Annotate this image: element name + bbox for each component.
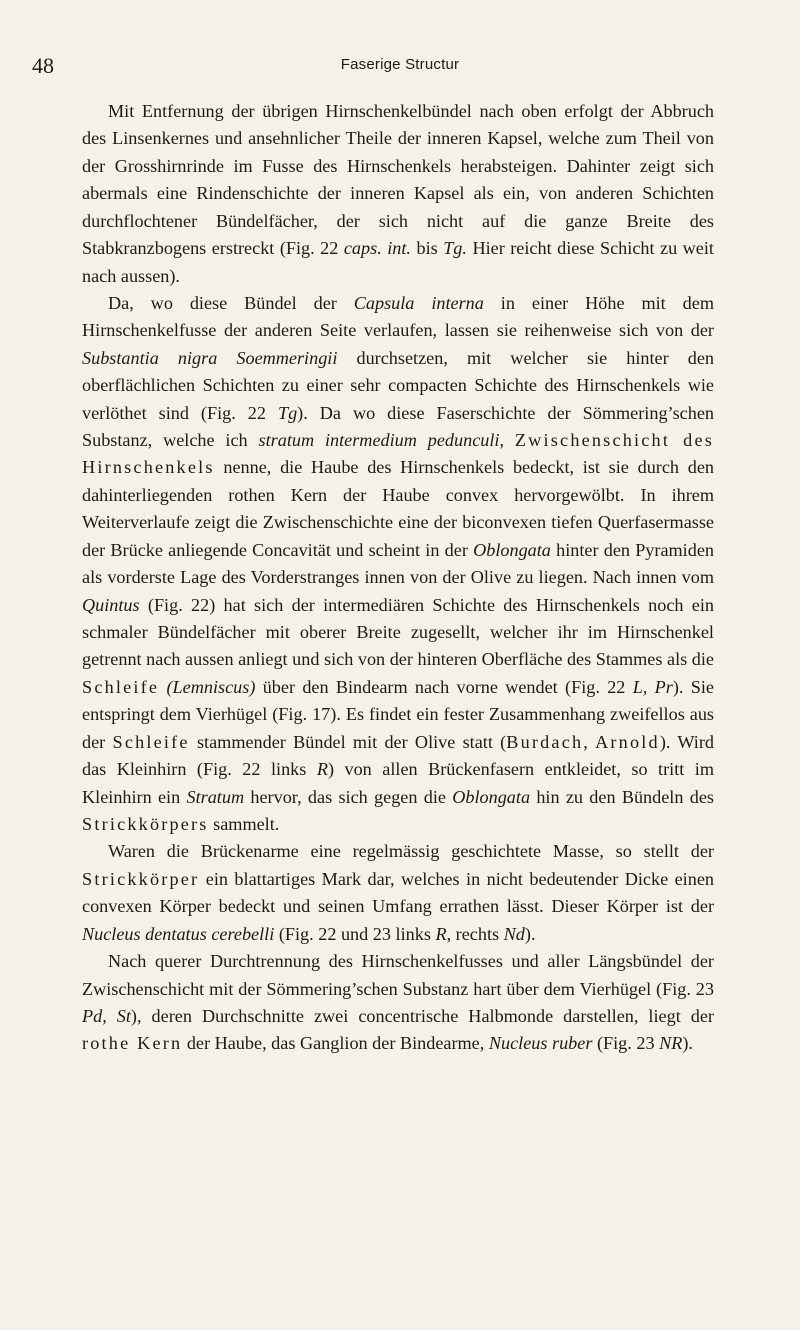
text-run: , rechts (446, 923, 504, 944)
text-run: ). Da wo diese Faserschichte der Sömmering’schen Substanz, welche ich (82, 402, 715, 451)
text-run: Waren die Brückenarme eine regelmässig geschichtete Masse, so stellt der (108, 841, 714, 862)
italic-run: Tg. (443, 238, 467, 259)
text-run: Hier reicht diese Schicht zu weit nach aussen). (82, 238, 714, 286)
page-header (0, 52, 800, 82)
italic-run: (Lemniscus) (166, 676, 256, 697)
spaced-run: Arnold (595, 731, 660, 752)
text-run: hervor, das sich gegen die (244, 786, 453, 807)
text-run: , (499, 430, 515, 451)
text-run: über den Bindearm nach vorne wendet (Fig. 22 (255, 676, 633, 697)
text-run: nenne, die Haube des Hirnschenkels bedeckt, ist sie durch den dahinterliegenden rothen Kern der Haube convex hervorgewölbt. In ihrem Weiterverlaufe zeigt die Zwischenschichte eine der biconvexen tiefen Querfasermasse der Brücke anliegende Concavität und scheint in der (82, 457, 714, 560)
text-run: (Fig. 23 (592, 1033, 660, 1054)
italic-run: Oblongata (452, 786, 531, 807)
italic-run: Tg (277, 402, 298, 423)
page-number: 48 (32, 53, 54, 78)
text-run: ) von allen Brückenfasern entkleidet, so tritt im Kleinhirn ein (82, 759, 715, 807)
text-run: ). Sie entspringt dem Vierhügel (Fig. 17). Es findet ein fester Zusammenhang zweifellos aus der (82, 676, 714, 752)
paragraph-3 (82, 838, 714, 948)
spaced-run: Strickkörper (82, 868, 200, 889)
italic-run: NR (659, 1033, 683, 1054)
paragraph-2 (82, 290, 714, 838)
text-run: Da, wo diese Bündel der (108, 292, 354, 313)
text-run (159, 677, 166, 697)
italic-run: Nucleus ruber (488, 1033, 593, 1054)
text-run: ), deren Durchschnitte zwei concentrische Halbmonde darstellen, liegt der (130, 1005, 714, 1026)
spaced-run: Schleife (82, 676, 160, 697)
spaced-run: Schleife (112, 731, 190, 752)
italic-run: Substantia nigra Soemmeringii (82, 347, 338, 368)
text-run: ). Wird das Kleinhirn (Fig. 22 links (82, 731, 714, 780)
running-title: Faserige Structur (340, 56, 460, 73)
text-run: (Fig. 22 und 23 links (274, 923, 436, 944)
text-run: ). (682, 1033, 693, 1054)
text-run: Mit Entfernung der übrigen Hirnschenkelbündel nach oben erfolgt der Abbruch des Linsenkernes und ansehnlicher Theile der inneren Kapsel, welche zum Theil von der Grosshirnrinde im Fusse des Hirnschenkels herabsteigen. Dahinter zeigt sich abermals eine Rindenschichte der inneren Kapsel als ein, von anderen Schichten durchflochtener Bündelfächer, der sich nicht auf die ganze Breite des Stabkranzbogens erstreckt (Fig. 22 (82, 101, 714, 259)
spaced-run: rothe Kern (82, 1033, 183, 1054)
text-run: der Haube, das Ganglion der Bindearme, (182, 1033, 489, 1054)
italic-run: Nd (503, 923, 525, 944)
italic-run: L, Pr (632, 676, 673, 697)
text-run: in einer Höhe mit dem Hirnschenkelfusse der anderen Seite verlaufen, lassen sie reihenweise sich von der (82, 292, 714, 341)
paragraph-4 (82, 948, 714, 1058)
text-run: (Fig. 22) hat sich der intermediären Schichte des Hirnschenkels noch ein schmaler Bündelfächer mit oberer Breite zugesellt, welcher ihr im Hirnschenkel getrennt nach aussen anliegt und sich von der hinteren Oberfläche des Stammes als die (82, 594, 714, 670)
text-run: ). (524, 923, 536, 944)
body-text (82, 98, 714, 1058)
text-run: sammelt. (208, 813, 280, 834)
italic-run: stratum intermedium pedunculi (258, 430, 500, 451)
text-run: stammender Bündel mit der Olive statt ( (189, 731, 507, 752)
italic-run: Capsula interna (353, 292, 484, 313)
text-run: , (583, 731, 596, 752)
spaced-run: Burdach (506, 731, 584, 752)
spaced-run: Zwischenschicht des Hirnschenkels (82, 430, 714, 478)
italic-run: Quintus (82, 594, 140, 615)
italic-run: R (316, 759, 328, 780)
italic-run: Pd, St (82, 1005, 131, 1026)
italic-run: Oblongata (473, 539, 551, 560)
text-run: ein blattartiges Mark dar, welches in nicht bedeutender Dicke einen convexen Körper bedeckt und seinen Umfang errathen lässt. Dieser Körper ist der (82, 868, 714, 917)
text-run: hinter den Pyramiden als vorderste Lage des Vorderstranges innen von der Olive zu liegen. Nach innen vom (82, 539, 714, 588)
italic-run: Stratum (186, 786, 245, 807)
italic-run: R (435, 923, 447, 944)
text-run: bis (410, 238, 444, 259)
paragraph-1 (82, 98, 714, 290)
italic-run: caps. int. (343, 238, 411, 259)
text-run: durchsetzen, mit welcher sie hinter den oberflächlichen Schichten zu einer sehr compacten Schichte des Hirnschenkels wie verlöthet sind (Fig. 22 (82, 347, 714, 423)
text-run: Nach querer Durchtrennung des Hirnschenkelfusses und aller Längsbündel der Zwischenschicht mit der Sömmering’schen Substanz hart über dem Vierhügel (Fig. 23 (82, 951, 714, 999)
italic-run: Nucleus dentatus cerebelli (82, 923, 275, 944)
spaced-run: Strickkörpers (82, 813, 209, 834)
text-run: hin zu den Bündeln des (530, 786, 714, 807)
